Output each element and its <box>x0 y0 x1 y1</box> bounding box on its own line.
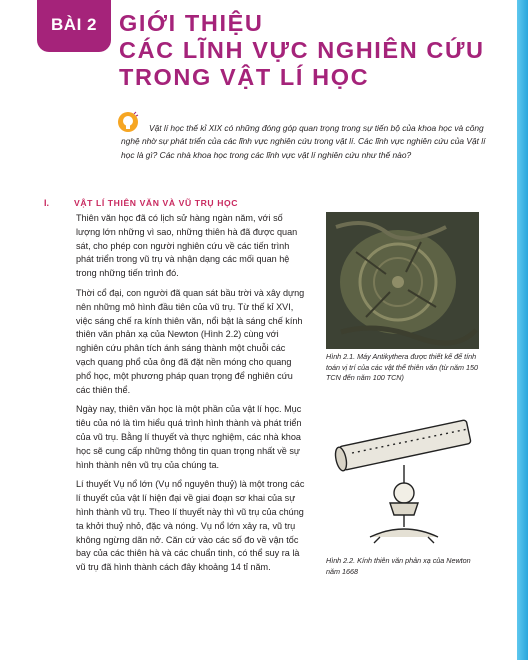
section-number: I. <box>44 198 50 208</box>
figure-caption: Hình 2.1. Máy Antikythera được thiết kế để tính toán vị trí của các vật thể thiên văn (từ năm 150 TCN đến năm 100 TCN) <box>326 352 478 382</box>
lesson-title <box>119 10 485 91</box>
title-line-3: TRONG VẬT LÍ HỌC <box>119 64 370 90</box>
intro-text: Vật lí học thế kỉ XIX có những đóng góp quan trọng trong sự tiến bộ của khoa học và công nghệ nhờ sự phát triển của các lĩnh vực nghiên cứu trong vật lí. Các lĩnh vực nghiên cứu của Vật lí học là gì? Các nhà khoa học trong các lĩnh vực vật lí nghiên cứu như thế nào? <box>121 123 486 160</box>
paragraph: Thiên văn học đã có lịch sử hàng ngàn năm, với số lượng lớn những vì sao, những thiên hà đã được quan sát, cho phép con người nghiên cứu về các tiến trình phát triển trong vũ trụ và nhận dạng các mối quan hệ trong những tiến trình đó. <box>76 213 298 279</box>
lesson-badge-label: BÀI 2 <box>51 15 97 34</box>
paragraph: Lí thuyết Vụ nổ lớn (Vụ nổ nguyên thuỷ) là một trong các lí thuyết của vật lí hiện đại về giai đoạn sơ khai của sự hình thành vũ trụ. Theo lí thuyết này thì vũ trụ của chúng ta khởi thuỷ nhỏ, đặc và nóng. Vụ nổ lớn xảy ra, vũ trụ không ngừng dãn nở. Căn cứ vào các số đo về vận tốc bay của các thiên hà và các chuẩn tinh, có thể suy ra là vũ trụ đã hình thành cách đây khoảng 14 tỉ năm. <box>76 479 305 573</box>
lesson-badge <box>37 0 111 52</box>
title-line-2: CÁC LĨNH VỰC NGHIÊN CỨU <box>119 37 485 63</box>
newton-telescope-image <box>330 405 480 545</box>
figure-caption: Hình 2.2. Kính thiên văn phản xạ của Newton năm 1668 <box>326 556 471 576</box>
paragraph: Ngày nay, thiên văn học là một phần của vật lí học. Mục tiêu của nó là tìm hiểu quá trình hình thành và phát triển của vũ trụ. Bằng lí thuyết và thực nghiệm, các nhà khoa học sẽ cung cấp những thông tin quan trọng nhất về sự hình thành nên vũ trụ của chúng ta. <box>76 404 302 470</box>
paragraph: Thời cổ đại, con người đã quan sát bầu trời và xây dựng nên những mô hình đầu tiên của vũ trụ. Từ thế kỉ XVI, việc sáng chế ra kính thiên văn, nổi bật là sáng chế kính thiên văn phản xạ của Newton (Hình 2.2) cùng với nghiên cứu phân tích ánh sáng thành một chuỗi các vạch quang phổ của ông đã đặt nền móng cho quang phổ học, một phương pháp quan trọng để nghiên cứu các thiên thể. <box>76 287 305 395</box>
title-line-1: GIỚI THIỆU <box>119 10 264 36</box>
page-edge-bar <box>517 0 528 660</box>
antikythera-mechanism-image <box>326 212 479 349</box>
section-body <box>76 212 306 581</box>
section-title: VẬT LÍ THIÊN VĂN VÀ VŨ TRỤ HỌC <box>74 198 239 208</box>
